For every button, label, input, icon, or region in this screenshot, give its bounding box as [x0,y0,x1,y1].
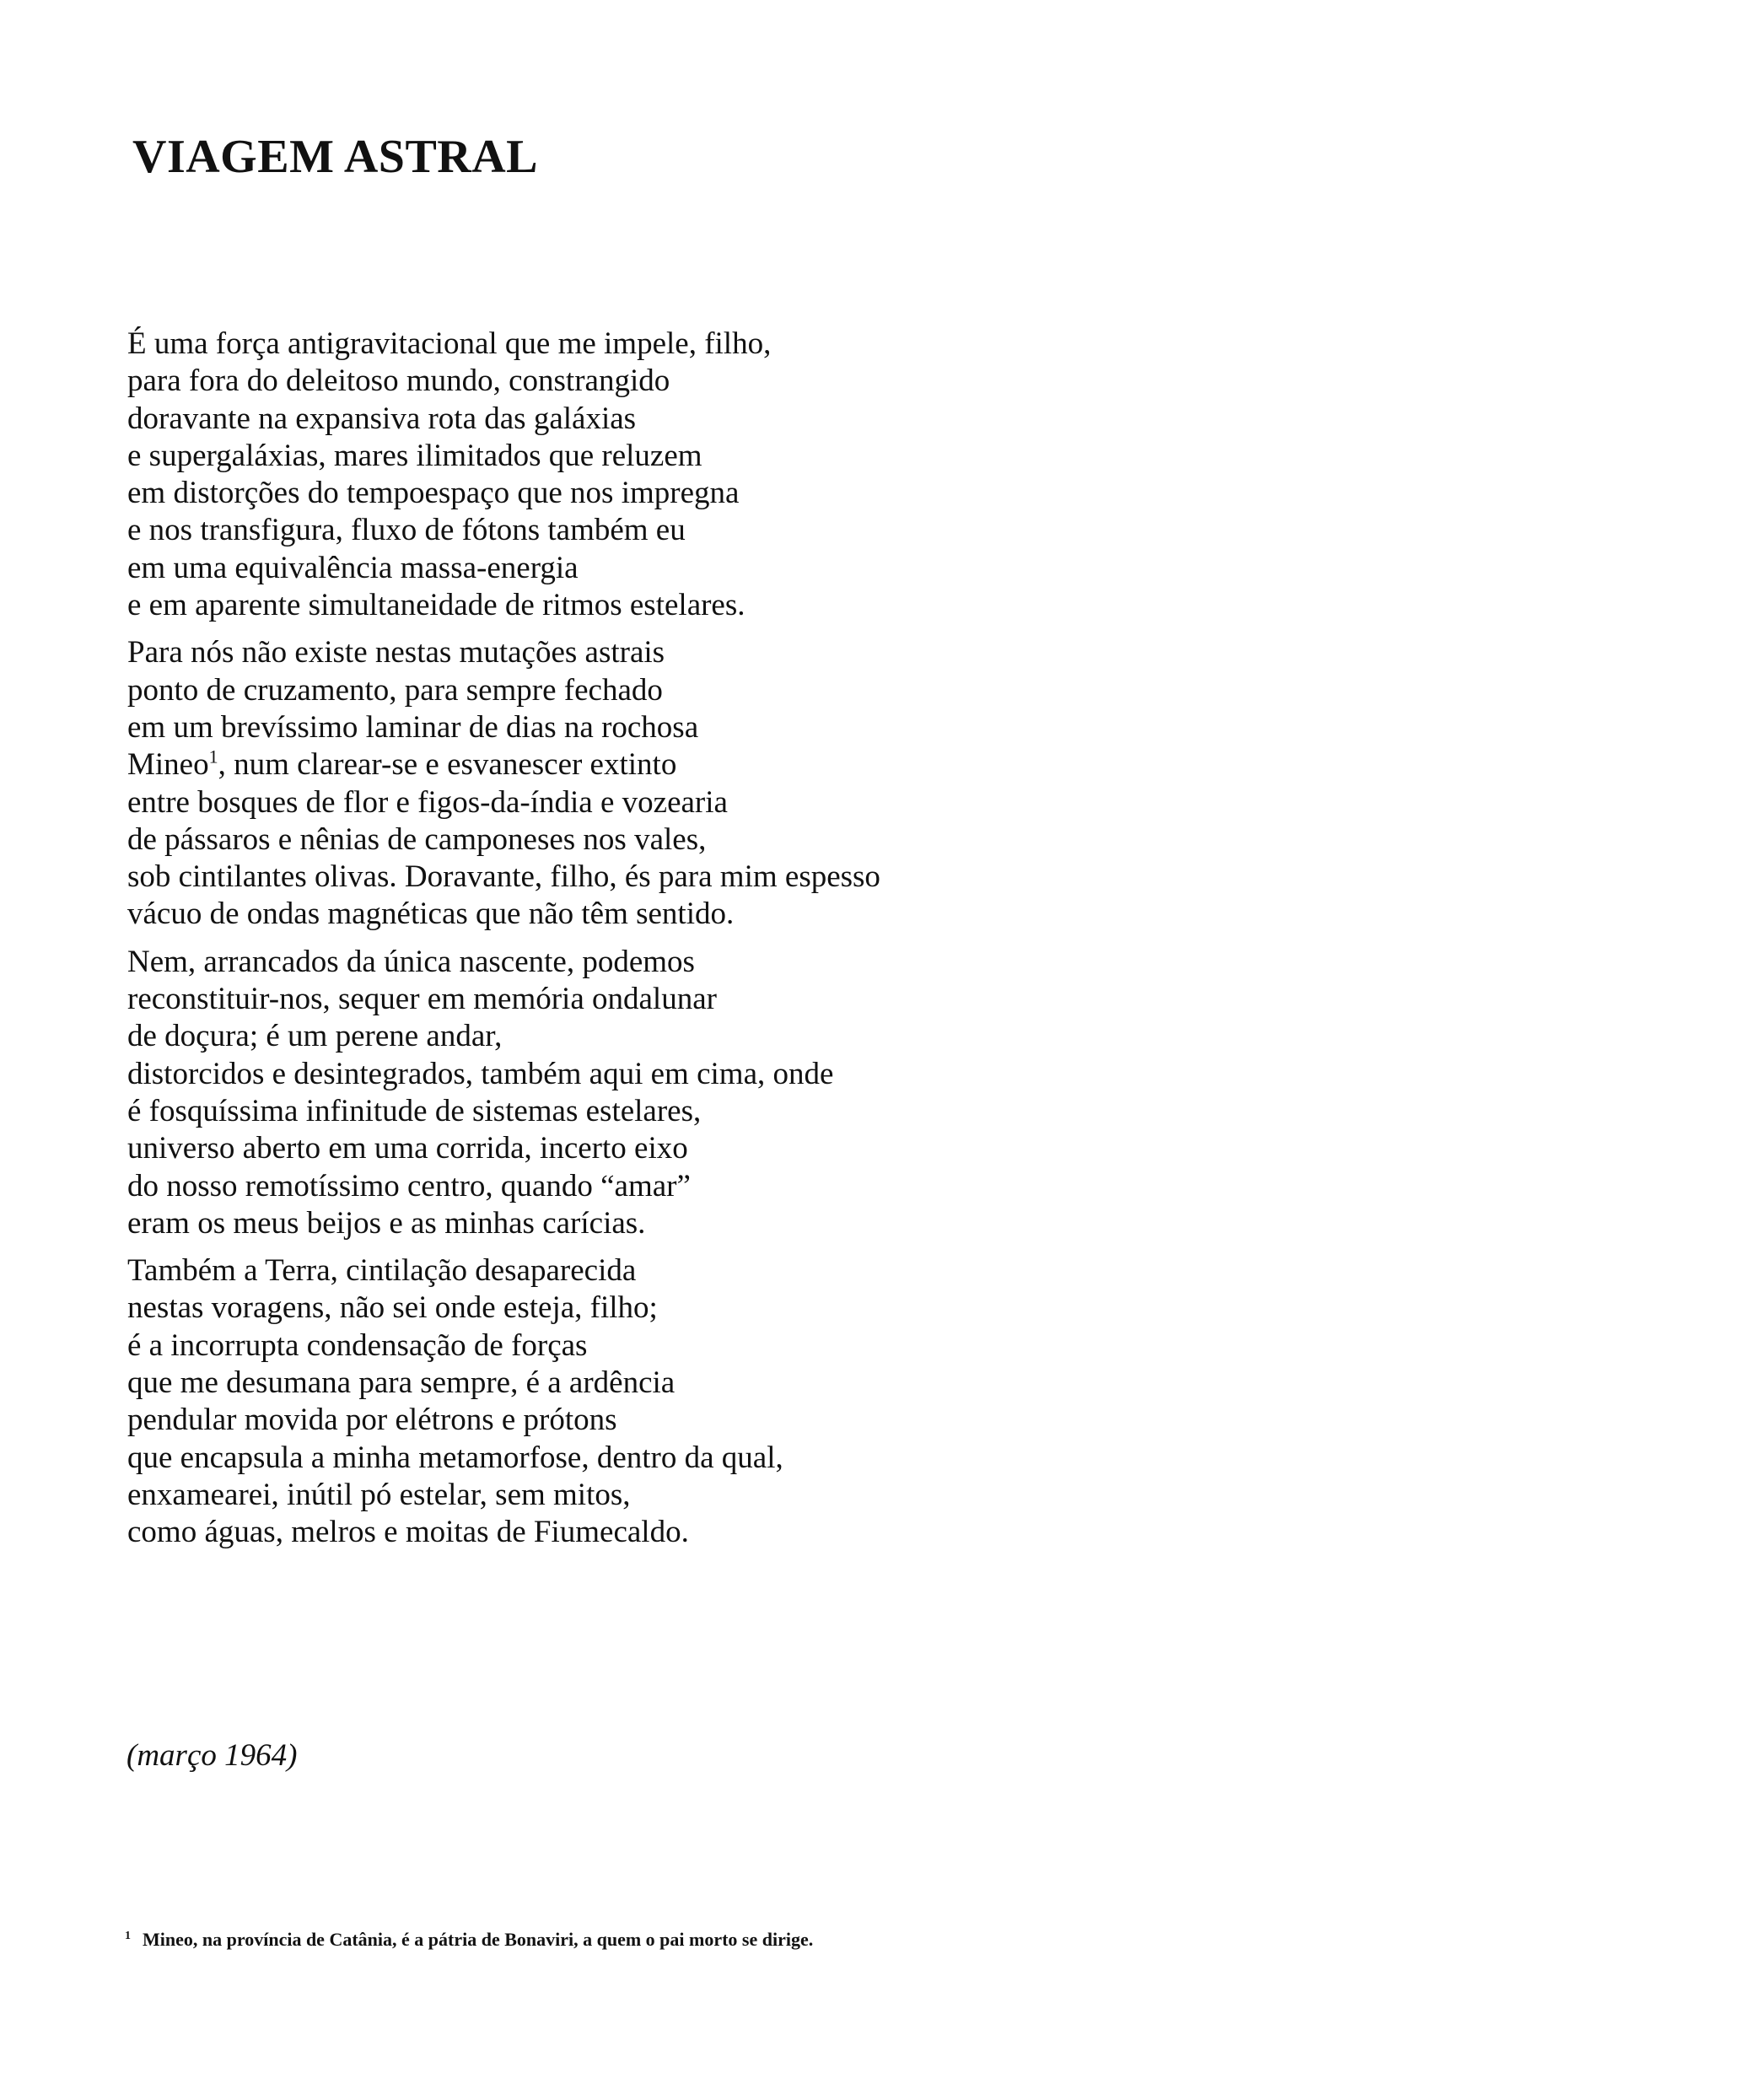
poem-line: pendular movida por elétrons e prótons [127,1403,617,1438]
poem-line: sob cintilantes olivas. Doravante, filho, és para mim espesso [127,859,880,895]
poem-line: que encapsula a minha metamorfose, dentro da qual, [127,1440,783,1475]
poem-line: e supergaláxias, mares ilimitados que reluzem [127,438,702,473]
footnote-text: Mineo, na província de Catânia, é a pátria de Bonaviri, a quem o pai morto se dirige. [143,1929,814,1950]
poem-body [127,326,1224,1562]
poem-line: nestas voragens, não sei onde esteja, filho; [127,1290,658,1326]
poem-line-part: Mineo [127,747,209,783]
poem-line: de pássaros e nênias de camponeses nos vales, [127,821,707,857]
footnote-reference: 1 [208,746,218,767]
poem-line: como águas, melros e moitas de Fiumecaldo. [127,1515,689,1550]
poem-line: universo aberto em uma corrida, incerto eixo [127,1131,688,1166]
stanza-3 [127,944,1224,1242]
poem-line: é a incorrupta condensação de forças [127,1327,588,1363]
poem-line: Também a Terra, cintilação desaparecida [127,1253,637,1289]
poem-line: doravante na expansiva rota das galáxias [127,401,637,436]
poem-line: Nem, arrancados da única nascente, podemos [127,944,695,979]
poem-title: VIAGEM ASTRAL [132,131,539,183]
poem-line: Para nós não existe nestas mutações astrais [127,635,665,670]
poem-line: do nosso remotíssimo centro, quando “amar” [127,1168,691,1203]
poem-line: em distorções do tempoespaço que nos impregna [127,476,740,511]
stanza-2 [127,634,1224,933]
poem-line: ponto de cruzamento, para sempre fechado [127,672,663,708]
poem-line: é fosquíssima infinitude de sistemas estelares, [127,1093,702,1128]
poem-date: (março 1964) [126,1738,298,1773]
poem-line: reconstituir-nos, sequer em memória ondalunar [127,982,717,1017]
poem-line-with-footnote [127,746,1224,783]
footnote [125,1929,813,1951]
poem-line: e em aparente simultaneidade de ritmos estelares. [127,588,746,623]
poem-line: enxamearei, inútil pó estelar, sem mitos, [127,1477,631,1512]
poem-line: É uma força antigravitacional que me impele, filho, [127,326,772,361]
poem-line: eram os meus beijos e as minhas carícias. [127,1205,646,1241]
stanza-1 [127,326,1224,624]
poem-line: e nos transfigura, fluxo de fótons também eu [127,513,686,548]
poem-line: distorcidos e desintegrados, também aqui em cima, onde [127,1056,834,1091]
poem-line: entre bosques de flor e figos-da-índia e vozearia [127,784,728,820]
poem-line: em um brevíssimo laminar de dias na rochosa [127,709,699,745]
stanza-4 [127,1252,1224,1551]
poem-line: vácuo de ondas magnéticas que não têm sentido. [127,897,735,932]
poem-line-part: , num clarear-se e esvanescer extinto [218,747,677,783]
poem-line: em uma equivalência massa-energia [127,550,579,585]
poem-line: para fora do deleitoso mundo, constrangido [127,363,670,399]
poem-line: que me desumana para sempre, é a ardência [127,1365,676,1401]
footnote-marker: 1 [125,1929,131,1942]
poem-line: de doçura; é um perene andar, [127,1019,503,1054]
